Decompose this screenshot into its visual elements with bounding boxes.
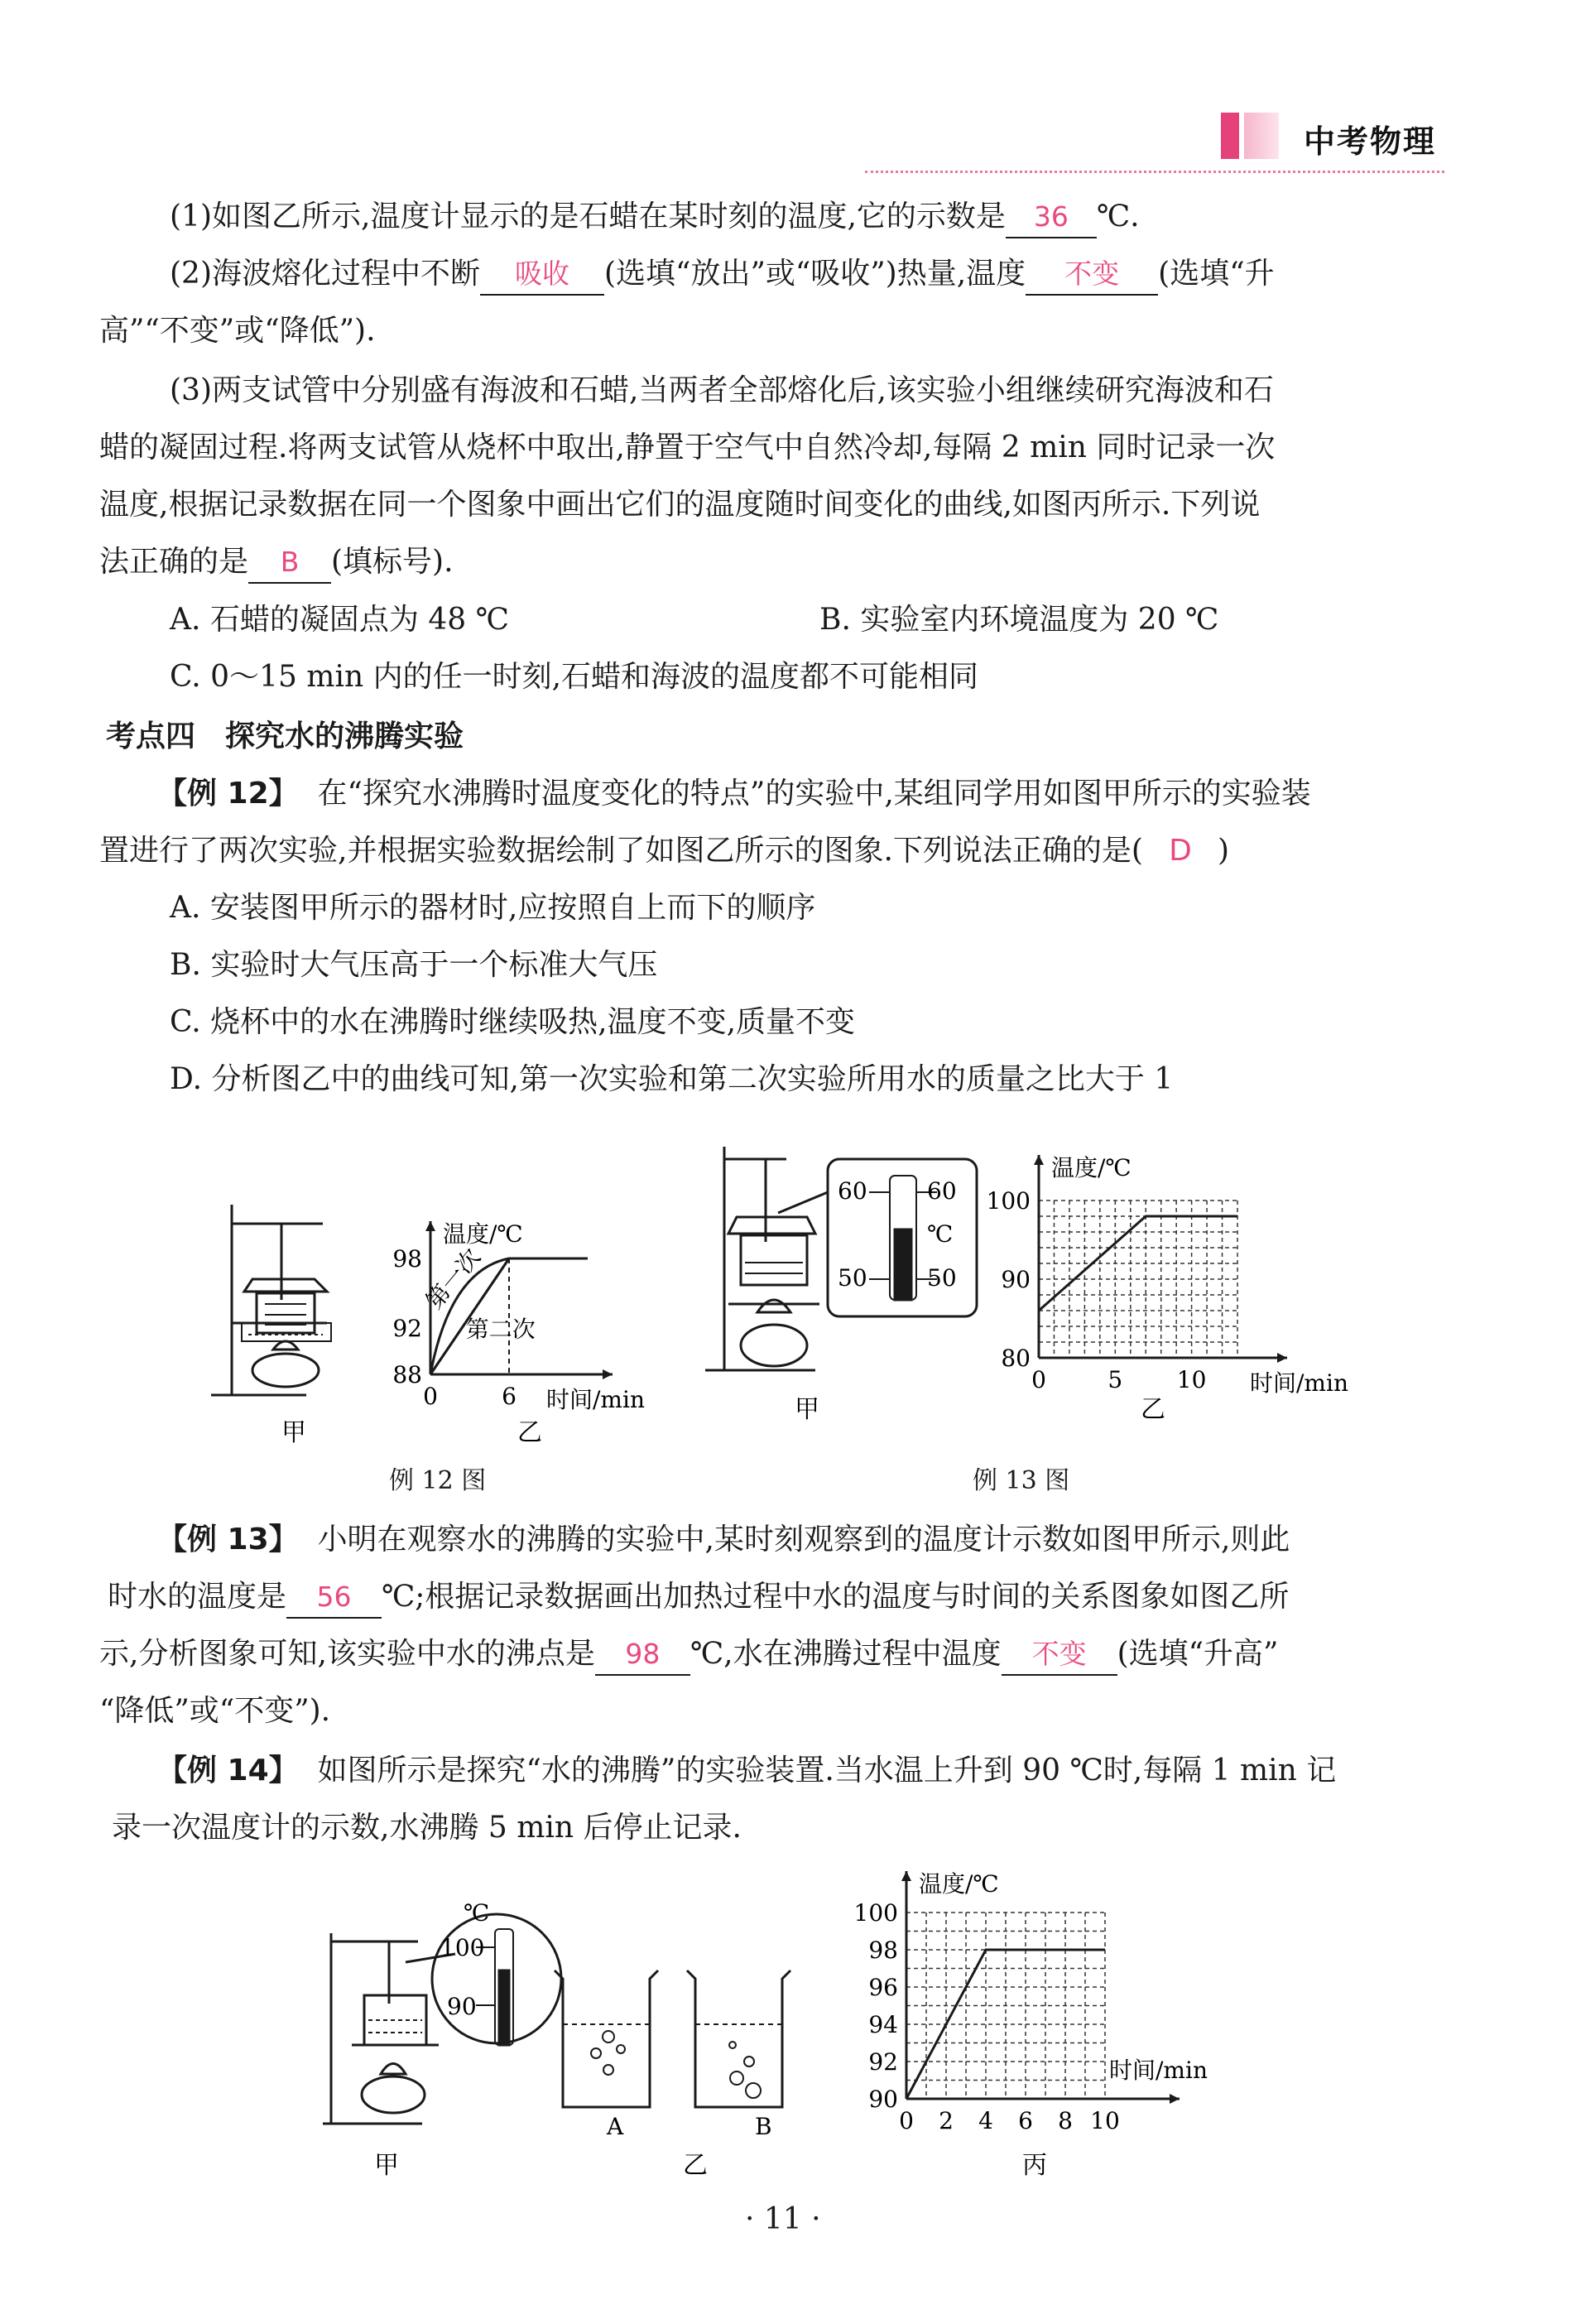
- fig14-chart-xtick-label-3: 6: [1018, 2107, 1033, 2134]
- ex13-tag: 【例 13】: [157, 1523, 299, 1557]
- fig13-therm-unit: ℃: [927, 1220, 954, 1248]
- fig13-chart-ylabel: 温度/℃: [1051, 1154, 1132, 1181]
- ex13-line4: “降低”或“不变”).: [99, 1694, 331, 1728]
- ex12-tag: 【例 12】: [157, 777, 299, 811]
- ex13-line2: [108, 1577, 1289, 1619]
- ex13-text2a: 时水的温度是: [108, 1580, 287, 1614]
- ex14-line1: [157, 1751, 1336, 1791]
- option-c: C. 0～15 min 内的任一时刻,石蜡和海波的温度都不可能相同: [170, 660, 979, 694]
- ex13-text1: 小明在观察水的沸腾的实验中,某时刻观察到的温度计示数如图甲所示,则此: [317, 1523, 1290, 1557]
- fig12-caption: 例 12 图: [389, 1466, 487, 1495]
- fig14-chart-ytick-label-4: 92: [868, 2048, 898, 2076]
- ex12-answer: D: [1169, 834, 1192, 868]
- ex12-text1: 在“探究水沸腾时温度变化的特点”的实验中,某组同学用如图甲所示的实验装: [317, 777, 1311, 811]
- fig14-chart: [854, 1870, 1208, 2134]
- ex12-option-a: A. 安装图甲所示的器材时,应按照自上而下的顺序: [170, 891, 816, 925]
- fig14-jia-label: 甲: [374, 2151, 399, 2180]
- fig14-bing-label: 丙: [1022, 2151, 1047, 2180]
- fig13-chart-xtick-label-2: 10: [1176, 1366, 1207, 1393]
- fig13-chart-xtick-label-0: 0: [1031, 1366, 1046, 1393]
- fig14-yi-label: 乙: [683, 2151, 708, 2180]
- q4-line: (3)两支试管中分别盛有海波和石蜡,当两者全部熔化后,该实验小组继续研究海波和石: [170, 373, 1274, 407]
- ex12-option-d: D. 分析图乙中的曲线可知,第一次实验和第二次实验所用水的质量之比大于 1: [170, 1062, 1174, 1096]
- ex13-text3c: (选填“升高”: [1117, 1637, 1279, 1671]
- fig13-caption: 例 13 图: [973, 1466, 1070, 1495]
- fig14-chart-ytick-label-3: 94: [868, 2011, 898, 2038]
- q2-text-a: (2)海波熔化过程中不断: [170, 257, 480, 291]
- fig13-therm-50-left: 50: [838, 1264, 867, 1292]
- fig12-chart-ytick-label-2: 88: [392, 1361, 422, 1388]
- ex13-answer-unchanged: 不变: [1002, 1634, 1117, 1676]
- fig12-chart-xtick-label-0: 0: [423, 1383, 438, 1410]
- fig12-chart-ytick-label-1: 92: [392, 1315, 422, 1342]
- fig13-chart-y-arrow: [1034, 1155, 1044, 1165]
- ex13-answer-98: 98: [595, 1634, 690, 1676]
- fig14-chart-ylabel: 温度/℃: [919, 1870, 999, 1898]
- fig14-chart-xtick-label-2: 4: [978, 2107, 993, 2134]
- q6-line: 温度,根据记录数据在同一个图象中画出它们的温度随时间变化的曲线,如图丙所示.下列说: [99, 488, 1261, 522]
- ex13-text3b: ℃,水在沸腾过程中温度: [690, 1637, 1002, 1671]
- ex12-option-c: C. 烧杯中的水在沸腾时继续吸热,温度不变,质量不变: [170, 1005, 856, 1039]
- fig13-therm-60-right: 60: [927, 1177, 957, 1205]
- ex12-option-b: B. 实验时大气压高于一个标准大气压: [170, 948, 658, 982]
- fig13-chart-xlabel: 时间/min: [1250, 1369, 1348, 1397]
- fig14-chart-ytick-label-2: 96: [868, 1974, 898, 2001]
- fig14-chart-x-arrow: [1170, 2094, 1180, 2104]
- section-title: 考点四 探究水的沸腾实验: [106, 719, 464, 753]
- q1-text: (1)如图乙所示,温度计显示的是石蜡在某时刻的温度,它的示数是: [170, 200, 1006, 233]
- q2-text-c: (选填“升: [1158, 257, 1275, 291]
- fig13-chart: [987, 1154, 1348, 1397]
- ex12-text2: 置进行了两次实验,并根据实验数据绘制了如图乙所示的图象.下列说法正确的是(: [99, 834, 1143, 868]
- fig13-therm-50-right: 50: [927, 1264, 957, 1292]
- q1-unit: ℃.: [1096, 200, 1140, 233]
- fig14-chart-xtick-label-0: 0: [899, 2107, 914, 2134]
- ex14-tag: 【例 14】: [157, 1754, 299, 1788]
- ex13-text3a: 示,分析图象可知,该实验中水的沸点是: [99, 1637, 595, 1671]
- page-number: · 11 ·: [745, 2202, 821, 2236]
- answer-unchanged: 不变: [1026, 254, 1158, 296]
- ex14-line2: 录一次温度计的示数,水沸腾 5 min 后停止记录.: [112, 1811, 742, 1845]
- fig12-chart-xlabel: 时间/min: [546, 1386, 645, 1413]
- option-b: B. 实验室内环境温度为 20 ℃: [819, 603, 1219, 637]
- fig14-beaker-b-label: B: [755, 2113, 772, 2140]
- fig13-chart-ytick-label-2: 80: [1001, 1345, 1031, 1372]
- fig13-chart-ytick-label-0: 100: [986, 1187, 1031, 1215]
- fig12-chart-ytick-label-0: 98: [392, 1245, 422, 1273]
- fig14-chart-ytick-label-0: 100: [853, 1899, 898, 1927]
- fig14-chart-xlabel: 时间/min: [1109, 2057, 1208, 2084]
- fig12-chart-xtick-label-1: 6: [502, 1383, 517, 1410]
- fig14-beakers: [555, 1970, 790, 2107]
- q2-text-b: (选填“放出”或“吸收”)热量,温度: [604, 257, 1026, 291]
- fig12-chart-first-label: 第一次: [420, 1243, 487, 1315]
- q3-line: 高”“不变”或“降低”).: [99, 314, 376, 348]
- ex13-text2b: ℃;根据记录数据画出加热过程中水的温度与时间的关系图象如图乙所: [382, 1580, 1290, 1614]
- ex13-line1: [157, 1520, 1290, 1560]
- answer-B: B: [248, 542, 331, 584]
- fig13-chart-xtick-label-1: 5: [1108, 1366, 1123, 1393]
- fig12-chart-y-arrow: [425, 1221, 435, 1231]
- fig14-therm-100: 100: [440, 1934, 485, 1961]
- fig14-therm-unit: ℃: [464, 1899, 490, 1927]
- fig12-chart-second-label: 第二次: [465, 1316, 536, 1344]
- ex12-paren: ): [1217, 834, 1229, 868]
- ex13-line3: [99, 1634, 1278, 1676]
- fig13-chart-x-arrow: [1277, 1353, 1287, 1363]
- fig12-chart: [392, 1220, 645, 1413]
- fig12-yi-label: 乙: [517, 1418, 542, 1447]
- fig14-chart-y-arrow: [901, 1871, 911, 1881]
- ex13-answer-56: 56: [286, 1577, 382, 1619]
- fig12-chart-ylabel: 温度/℃: [443, 1220, 523, 1248]
- fig13-yi-label: 乙: [1141, 1395, 1165, 1424]
- fig14-chart-ytick-label-5: 90: [868, 2086, 898, 2113]
- fig12-apparatus-drawing: [211, 1205, 331, 1395]
- fig12-chart-x-arrow: [603, 1369, 613, 1379]
- fig14-chart-xtick-label-1: 2: [939, 2107, 954, 2134]
- ex14-text1: 如图所示是探究“水的沸腾”的实验装置.当水温上升到 90 ℃时,每隔 1 min 记: [317, 1754, 1337, 1788]
- fig14-therm-90: 90: [447, 1993, 477, 2020]
- fig14-chart-xtick-label-4: 8: [1058, 2107, 1073, 2134]
- fig13-jia-label: 甲: [795, 1395, 819, 1424]
- fig13-chart-ytick-label-1: 90: [1001, 1266, 1031, 1293]
- header-title: 中考物理: [1304, 123, 1437, 160]
- fig13-therm-60-left: 60: [838, 1177, 867, 1205]
- q7-text: 法正确的是: [99, 545, 249, 579]
- answer-absorb: 吸收: [480, 254, 604, 296]
- fig14-chart-xtick-label-5: 10: [1090, 2107, 1120, 2134]
- q7-tail: (填标号).: [331, 545, 454, 579]
- answer-36: 36: [1006, 197, 1097, 238]
- fig14-chart-ytick-label-1: 98: [868, 1937, 898, 1964]
- fig12-jia-label: 甲: [281, 1418, 306, 1447]
- q5-line: 蜡的凝固过程.将两支试管从烧杯中取出,静置于空气中自然冷却,每隔 2 min 同时记录一次: [99, 431, 1276, 464]
- option-a: A. 石蜡的凝固点为 48 ℃: [170, 603, 509, 637]
- fig14-beaker-a-label: A: [607, 2113, 624, 2140]
